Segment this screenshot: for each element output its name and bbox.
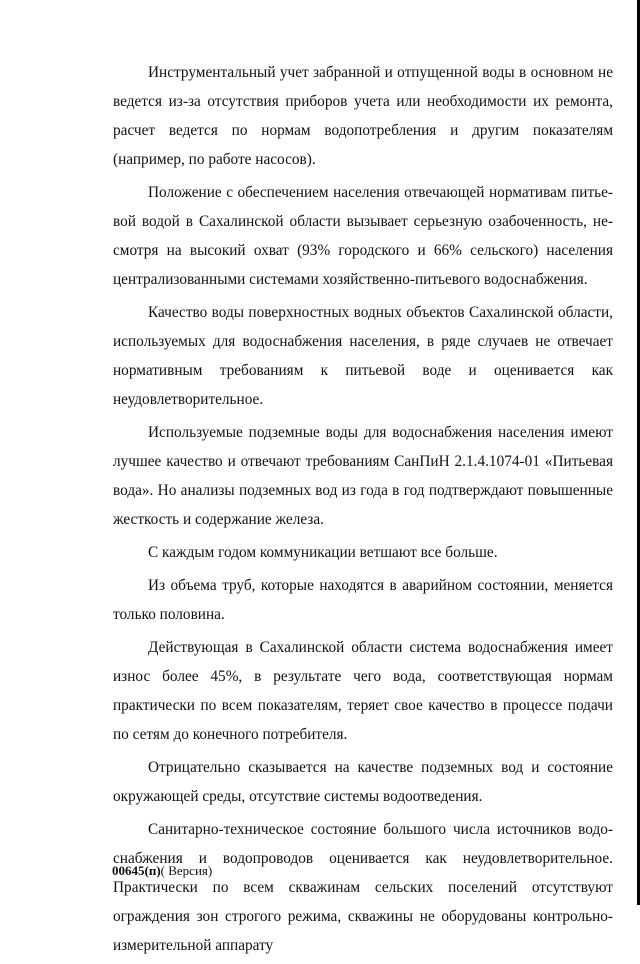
- paragraph-drinking-water-situation: Положение с обеспечением населения отвечающей нормативам питьевой водой в Сахалинской области вызывает серьезную озабоченность, несмотря на высокий охват (93% городского и 66% сельского) населения централизованными системами хозяйственно-питьевого водоснабжения.: [113, 184, 613, 288]
- document-code: 00645(п): [112, 863, 161, 878]
- paragraph-groundwater-quality: Используемые подземные воды для водоснабжения населения имеют лучшее качество и отвечают требованиям СанПиН 2.1.4.1074-01 «Питьевая вода». Но анализы подземных вод из года в год подтверждают повышенные жесткость и содержание железа.: [113, 424, 613, 528]
- version-label: ( Версия): [160, 863, 213, 878]
- paragraph-metering: Инструментальный учет забранной и отпущенной воды в основном не ведется из-за отсутствия приборов учета или необходимости их ремонта, расчет ведется по нормам водопотребления и другим показателям (например, по работе насосов).: [113, 64, 613, 168]
- paragraph-system-wear: Действующая в Сахалинской области система водоснабжения имеет износ более 45%, в результате чего вода, соответствующая нормам практически по всем показателям, теряет свое качество в процессе подачи по сетям до конечного потребителя.: [113, 639, 613, 743]
- paragraph-sewerage: Отрицательно сказывается на качестве подземных вод и состояние окружающей среды, отсутствие системы водоотведения.: [113, 759, 613, 805]
- paragraph-surface-water-quality: Качество воды поверхностных водных объектов Сахалинской области, используемых для водоснабжения населения, в ряде случаев не отвечает нормативным требованиям к питьевой воде и оценивается как неудовлетворительное.: [113, 304, 613, 408]
- page-footer: [112, 863, 212, 879]
- paragraph-aging-infrastructure: С каждым годом коммуникации ветшают все больше.: [148, 544, 498, 561]
- document-body: [113, 58, 613, 964]
- paragraph-sanitary-condition: Санитарно-техническое состояние большого числа источников водоснабжения и водопроводов оценивается как неудовлетворительное. Практически по всем скважинам сельских поселений отсутствуют ограждения зон строгого режима, скважины не оборудованы контрольно-измерительной аппарату: [113, 821, 613, 954]
- paragraph-pipe-replacement: Из объема труб, которые находятся в аварийном состоянии, меняется только половина.: [113, 577, 613, 623]
